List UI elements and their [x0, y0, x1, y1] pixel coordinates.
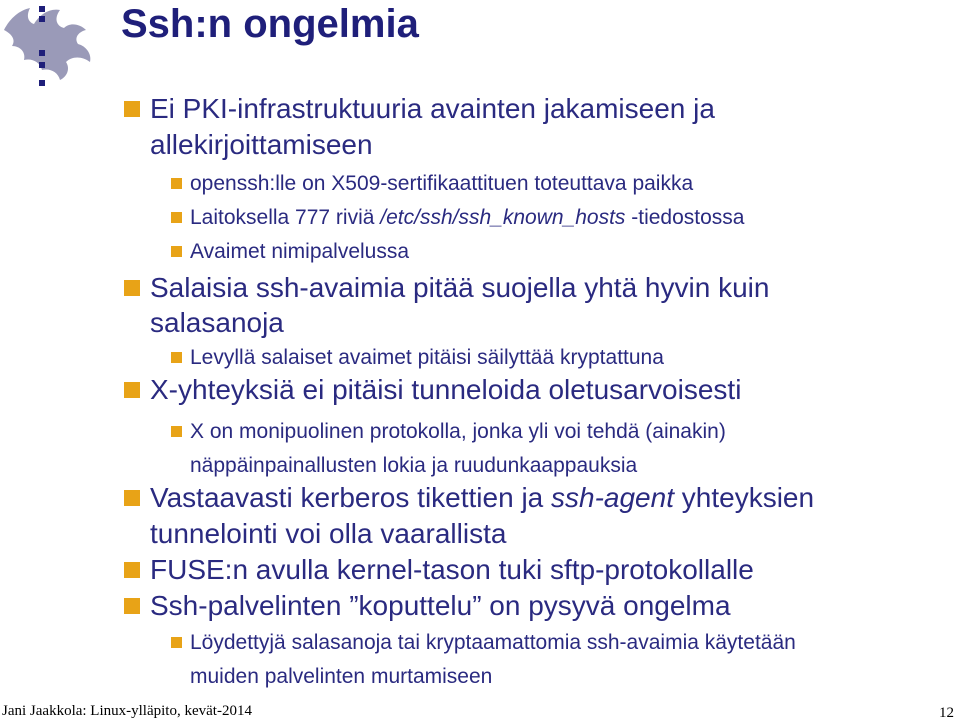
- bullet-square-icon: [171, 246, 182, 257]
- sub-bullet-text-post: -tiedostossa: [625, 206, 745, 229]
- file-path: /etc/ssh/ssh_known_hosts: [380, 206, 626, 229]
- sub-bullet-text: Löydettyjä salasanoja tai kryptaamattomia ssh-avaimia käytetään: [190, 631, 796, 654]
- bullet-square-icon: [124, 382, 140, 398]
- bullet-text-continuation: salasanoja: [150, 307, 284, 338]
- bullet-text: Salaisia ssh-avaimia pitää suojella yhtä hyvin kuin: [150, 272, 770, 303]
- sub-bullet-text: openssh:lle on X509-sertifikaattituen toteuttava paikka: [190, 172, 694, 195]
- sub-bullet-text: X on monipuolinen protokolla, jonka yli voi tehdä (ainakin): [190, 420, 726, 443]
- bullet-text-pre: Vastaavasti kerberos tikettien ja: [150, 482, 552, 513]
- bullet-item: [150, 270, 769, 306]
- bullet-item: [150, 552, 754, 588]
- sub-bullet-item: [190, 201, 744, 235]
- bullet-item: [150, 588, 731, 624]
- sub-bullet-text: Levyllä salaiset avaimet pitäisi säilyttää kryptattuna: [190, 346, 664, 369]
- bullet-square-icon: [171, 212, 182, 223]
- bullet-text: Ssh-palvelinten ”koputtelu” on pysyvä ongelma: [150, 590, 731, 621]
- sub-bullet-text-continuation: muiden palvelinten murtamiseen: [190, 665, 493, 688]
- command-name: ssh-agent: [551, 482, 674, 513]
- bullet-square-icon: [124, 490, 140, 506]
- page-number: 12: [939, 705, 954, 721]
- bullet-square-icon: [124, 562, 140, 578]
- bullet-square-icon: [171, 637, 182, 648]
- slide-title: Ssh:n ongelmia: [121, 2, 419, 46]
- sub-bullet-text: Avaimet nimipalvelussa: [190, 240, 410, 263]
- bullet-text: Ei PKI-infrastruktuuria avainten jakamiseen ja: [150, 93, 715, 124]
- bullet-text: FUSE:n avulla kernel-tason tuki sftp-protokollalle: [150, 554, 754, 585]
- bullet-square-icon: [124, 598, 140, 614]
- sub-bullet-item: [190, 167, 693, 201]
- sub-bullet-item: [190, 341, 664, 375]
- bullet-text-continuation: allekirjoittamiseen: [150, 129, 373, 160]
- bullet-text-post: yhteyksien: [673, 482, 815, 513]
- bullet-text-continuation: tunnelointi voi olla vaarallista: [150, 518, 507, 549]
- bullet-square-icon: [124, 280, 140, 296]
- bullet-square-icon: [171, 178, 182, 189]
- sub-bullet-item: [190, 235, 409, 269]
- bullet-text: X-yhteyksiä ei pitäisi tunneloida oletusarvoisesti: [150, 374, 742, 405]
- bullet-square-icon: [171, 426, 182, 437]
- bullet-item: [150, 372, 741, 408]
- sub-bullet-text-continuation: näppäinpainallusten lokia ja ruudunkaappauksia: [190, 454, 638, 477]
- bullet-square-icon: [171, 352, 182, 363]
- sub-bullet-item: [190, 626, 796, 660]
- footer-author: Jani Jaakkola: Linux-ylläpito, kevät-2014: [2, 703, 252, 719]
- bullet-item: [150, 480, 814, 516]
- bullet-item: [150, 91, 715, 127]
- sub-bullet-text-pre: Laitoksella 777 riviä: [190, 206, 381, 229]
- bullet-square-icon: [124, 101, 140, 117]
- sub-bullet-item: [190, 415, 726, 449]
